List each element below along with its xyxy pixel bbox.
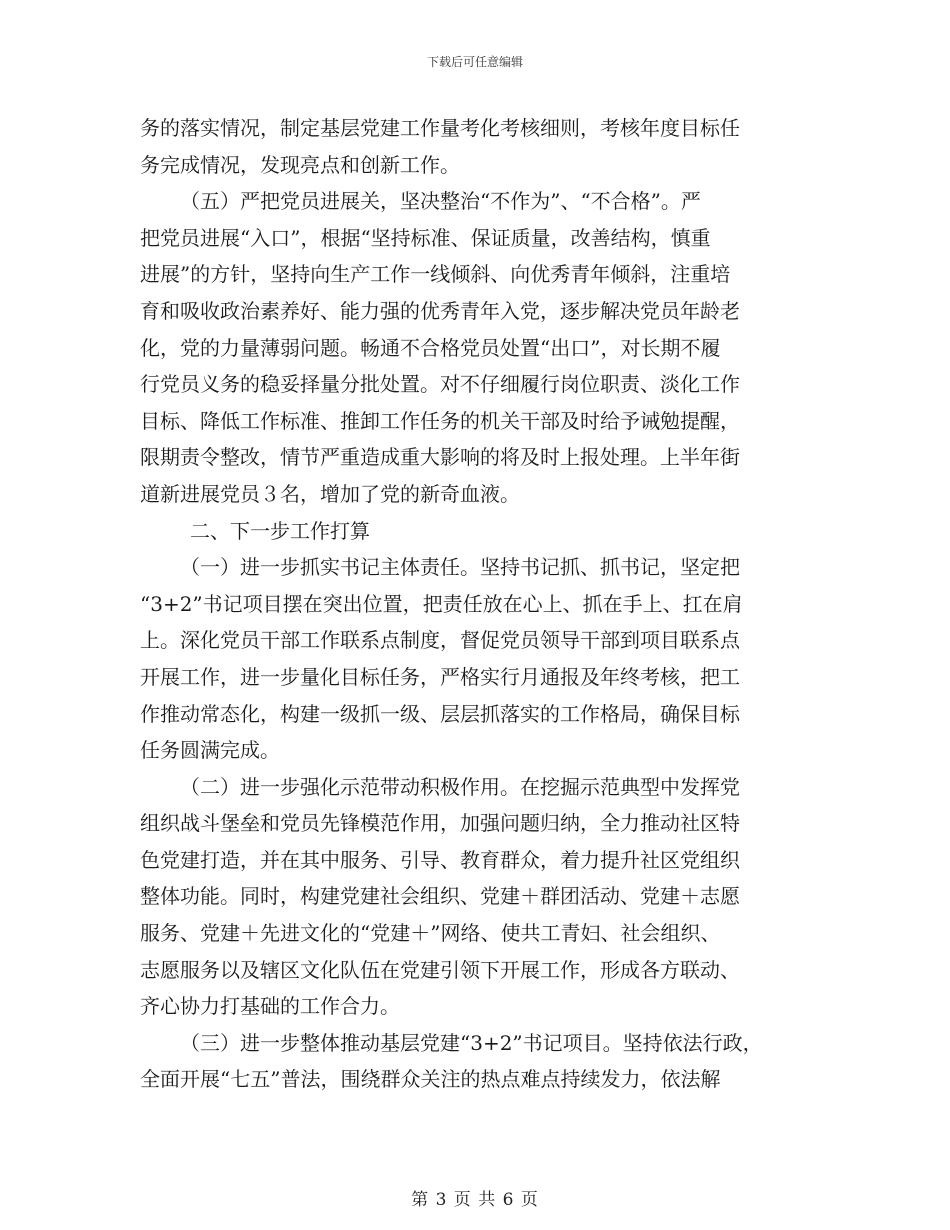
text-line: 全面开展“七五”普法，围绕群众关注的热点难点持续发力，依法解 (140, 1067, 721, 1092)
paragraph-start-line: （三）进一步整体推动基层党建“3+2”书记项目。坚持依法行政， (180, 1030, 763, 1055)
text-line: 志愿服务以及辖区文化队伍在党建引领下开展工作，形成各方联动、 (140, 957, 740, 982)
text-line: 上。深化党员干部工作联系点制度，督促党员领导干部到项目联系点 (140, 628, 740, 653)
paragraph-start-line: （五）严把党员进展关，坚决整治“不作为”、“不合格”。严 (180, 189, 701, 214)
text-line: 整体功能。同时，构建党建社会组织、党建＋群团活动、党建＋志愿 (140, 884, 740, 909)
page-header: 下载后可任意编辑 (426, 55, 523, 69)
text-line: 道新进展党员３名，增加了党的新奇血液。 (140, 481, 520, 506)
text-line: 育和吸收政治素养好、能力强的优秀青年入党，逐步解决党员年龄老 (140, 298, 740, 323)
text-line: 目标、降低工作标准、推卸工作任务的机关干部及时给予诫勉提醒， (140, 408, 740, 433)
paragraph-start-line: （一）进一步抓实书记主体责任。坚持书记抓、抓书记，坚定把 (180, 555, 740, 580)
text-line: 进展”的方针，坚持向生产工作一线倾斜、向优秀青年倾斜，注重培 (140, 262, 731, 287)
text-line: 色党建打造，并在其中服务、引导、教育群众，着力提升社区党组织 (140, 847, 740, 872)
text-line: 作推动常态化，构建一级抓一级、层层抓落实的工作格局，确保目标 (140, 701, 740, 726)
document-body (140, 110, 820, 1098)
text-line: 开展工作，进一步量化目标任务，严格实行月通报及年终考核，把工 (140, 664, 740, 689)
text-line: “3+2”书记项目摆在突出位置，把责任放在心上、抓在手上、扛在肩 (140, 591, 743, 616)
paragraph-start-line: （二）进一步强化示范带动积极作用。在挖掘示范典型中发挥党 (180, 774, 740, 799)
text-line: 齐心协力打基础的工作合力。 (140, 994, 400, 1019)
text-line: 任务圆满完成。 (140, 738, 280, 763)
text-line: 务完成情况，发现亮点和创新工作。 (140, 152, 460, 177)
page-footer: 第 3 页 共 6 页 (411, 1190, 539, 1210)
text-line: 组织战斗堡垒和党员先锋模范作用，加强问题归纳，全力推动社区特 (140, 811, 740, 836)
text-line: 化，党的力量薄弱问题。畅通不合格党员处置“出口”，对长期不履 (140, 335, 721, 360)
text-line: 行党员义务的稳妥择量分批处置。对不仔细履行岗位职责、淡化工作 (140, 372, 740, 397)
section-heading: 二、下一步工作打算 (190, 518, 370, 543)
text-line: 把党员进展“入口”，根据“坚持标准、保证质量，改善结构，慎重 (140, 225, 711, 250)
text-line: 服务、党建＋先进文化的“党建＋”网络、使共工青妇、社会组织、 (140, 921, 721, 946)
text-line: 务的落实情况，制定基层党建工作量考化考核细则，考核年度目标任 (140, 116, 740, 140)
text-line: 限期责令整改，情节严重造成重大影响的将及时上报处理。上半年街 (140, 445, 740, 470)
